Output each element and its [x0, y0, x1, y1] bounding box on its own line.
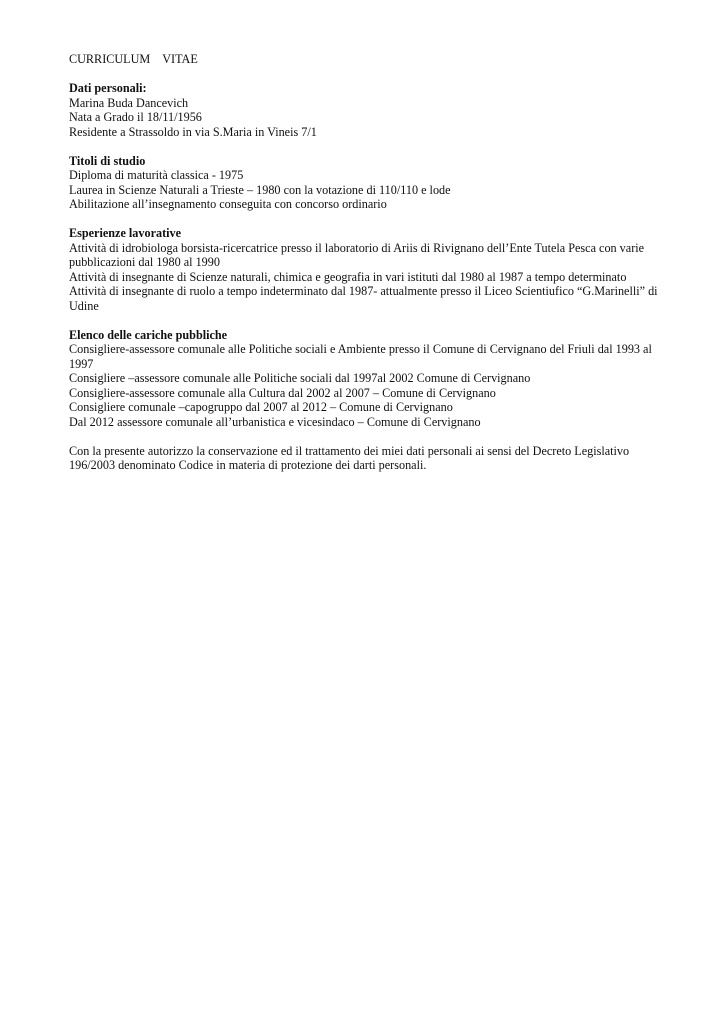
- personal-birth: Nata a Grado il 18/11/1956: [69, 110, 202, 124]
- work-experience-item: Attività di idrobiologa borsista-ricercatrice presso il laboratorio di Ariis di Rivignano dell’Ente Tutela Pesca con varie pubblicazioni dal 1980 al 1990: [69, 240, 645, 269]
- public-role-item: Consigliere comunale –capogruppo dal 2007 al 2012 – Comune di Cervignano: [69, 400, 453, 414]
- education-item: Abilitazione all’insegnamento conseguita con concorso ordinario: [69, 197, 387, 211]
- education-heading: Titoli di studio: [69, 153, 146, 168]
- personal-data-section: [69, 81, 669, 139]
- education-section: [69, 154, 669, 212]
- public-role-item: Consigliere-assessore comunale alle Politiche sociali e Ambiente presso il Comune di Cervignano del Friuli dal 1993 al 1997: [69, 342, 652, 371]
- personal-name: Marina Buda Dancevich: [69, 95, 189, 110]
- cv-page: [69, 52, 669, 487]
- personal-data-heading: Dati personali:: [69, 81, 147, 95]
- education-item: Diploma di maturità classica - 1975: [69, 168, 244, 182]
- work-experience-item: Attività di insegnante di ruolo a tempo indeterminato dal 1987- attualmente presso il Liceo Scientiufico “G.Marinelli” di Udine: [69, 284, 658, 313]
- public-role-item: Consigliere-assessore comunale alla Cultura dal 2002 al 2007 – Comune di Cervignano: [69, 385, 496, 400]
- education-item: Laurea in Scienze Naturali a Trieste – 1980 con la votazione di 110/110 e lode: [69, 182, 451, 197]
- public-roles-heading: Elenco delle cariche pubbliche: [69, 327, 228, 342]
- document-title: CURRICULUM VITAE: [69, 52, 198, 66]
- public-role-item: Dal 2012 assessore comunale all’urbanistica e vicesindaco – Comune di Cervignano: [69, 414, 481, 429]
- personal-residence: Residente a Strassoldo in via S.Maria in Vineis 7/1: [69, 124, 317, 139]
- public-roles-section: [69, 328, 669, 430]
- work-experience-heading: Esperienze lavorative: [69, 226, 182, 240]
- public-role-item: Consigliere –assessore comunale alle Politiche sociali dal 1997al 2002 Comune di Cervignano: [69, 371, 531, 385]
- privacy-consent-text: Con la presente autorizzo la conservazione ed il trattamento dei miei dati personali ai sensi del Decreto Legislativo 196/2003 denominato Codice in materia di protezione dei darti personali.: [69, 443, 630, 472]
- privacy-consent: [69, 444, 669, 473]
- work-experience-item: Attività di insegnante di Scienze naturali, chimica e geografia in vari istituti dal 1980 al 1987 a tempo determinato: [69, 269, 627, 284]
- work-experience-section: [69, 226, 669, 313]
